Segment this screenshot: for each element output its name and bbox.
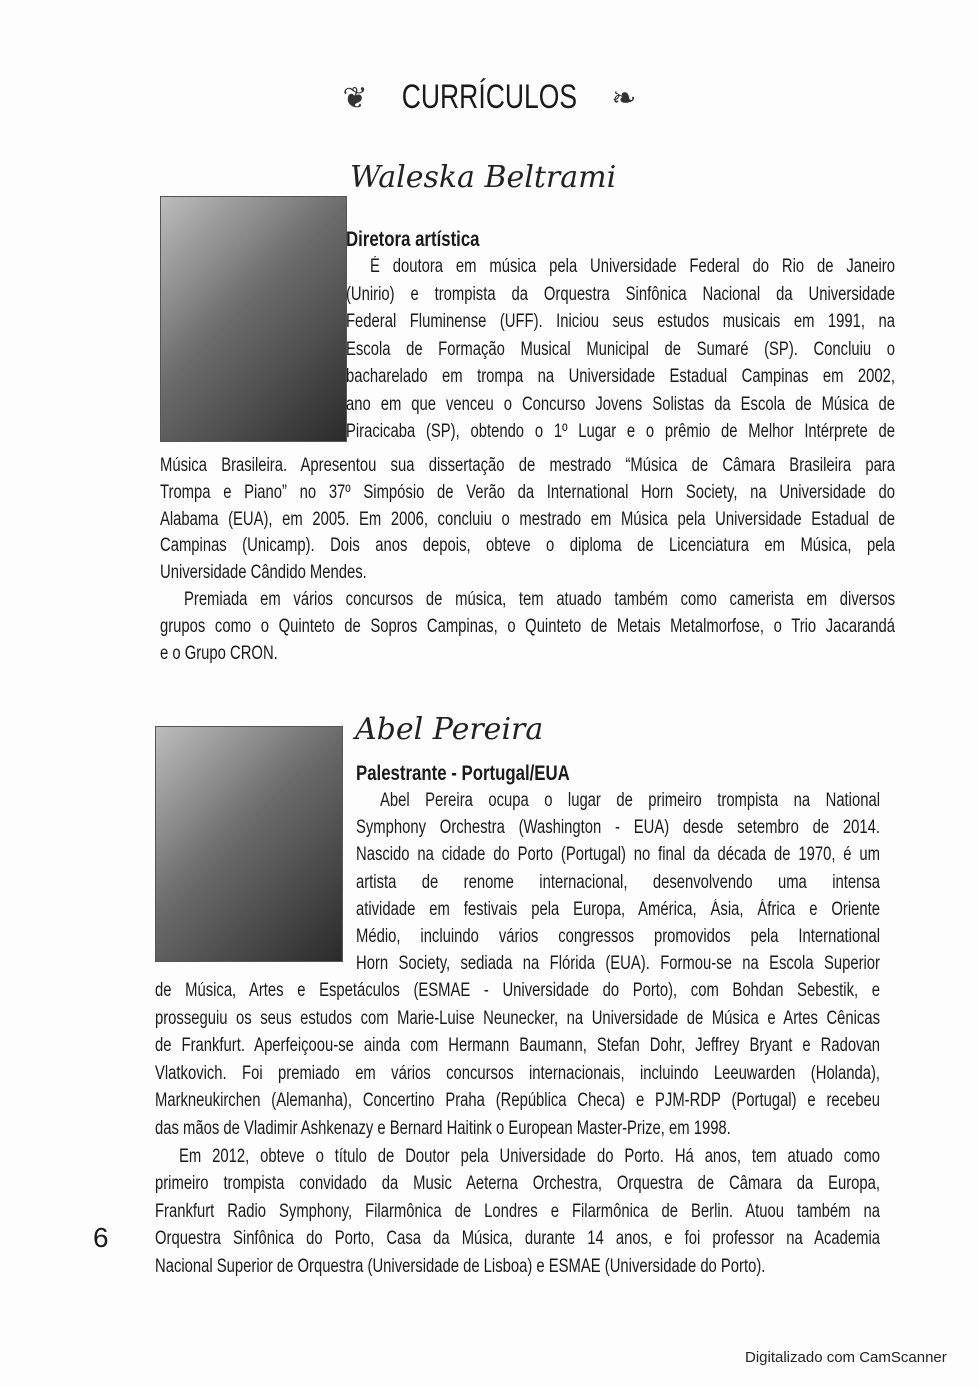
bio-line: das mãos de Vladimir Ashkenazy e Bernard Haitink o European Master-Prize, em 1998. (155, 1118, 731, 1139)
bio-line: grupos como o Quinteto de Sopros Campinas, o Quinteto de Metais Metalmorfose, o Trio Jacarandá (160, 615, 895, 637)
bio-line: bacharelado em trompa na Universidade Estadual Campinas em 2002, (346, 366, 895, 387)
bio-line: ano em que venceu o Concurso Jovens Solistas da Escola de Música de (346, 393, 895, 415)
bio-line: Markneukirchen (Alemanha), Concertino Praha (República Checa) e PJM-RDP (Portugal) e recebeu (155, 1090, 880, 1112)
bio-line: de Música, Artes e Espetáculos (ESMAE - Universidade do Porto), com Bohdan Sebestik, e (155, 980, 880, 1001)
bio-line: Música Brasileira. Apresentou sua dissertação de mestrado “Música de Câmara Brasileira para (160, 455, 895, 476)
bio-line: É doutora em música pela Universidade Federal do Rio de Janeiro (370, 256, 895, 277)
photo-waleska-beltrami (160, 196, 347, 442)
bio-line: Federal Fluminense (UFF). Iniciou seus estudos musicais em 1991, na (346, 311, 895, 332)
bio-line: Abel Pereira ocupa o lugar de primeiro trompista na National (380, 790, 880, 811)
signature-name: Waleska Beltrami (350, 160, 617, 195)
photo-abel-pereira (155, 726, 343, 962)
bio-line: artista de renome internacional, desenvolvendo uma intensa (356, 871, 880, 893)
bio-line: Piracicaba (SP), obtendo o 1º Lugar e o prêmio de Melhor Intérprete de (346, 421, 895, 442)
role-title: Palestrante - Portugal/EUA (356, 762, 570, 785)
scanner-watermark: Digitalizado com CamScanner (745, 1349, 947, 1366)
bio-line: Vlatkovich. Foi premiado em vários concursos internacionais, incluindo Leeuwarden (Holanda), (155, 1062, 880, 1084)
bio-line: Horn Society, sediada na Flórida (EUA). Formou-se na Escola Superior (356, 953, 880, 975)
bio-line: Escola de Formação Musical Municipal de Sumaré (SP). Concluiu o (346, 338, 895, 360)
bio-line: Nacional Superior de Orquestra (Universidade de Lisboa) e ESMAE (Universidade do Porto). (155, 1256, 766, 1277)
page-number: 6 (93, 1222, 109, 1253)
bio-line: (Unirio) e trompista da Orquestra Sinfônica Nacional da Universidade (346, 283, 895, 305)
bio-line: Campinas (Unicamp). Dois anos depois, obteve o diploma de Licenciatura em Música, pela (160, 535, 895, 557)
bio-line: Orquestra Sinfônica do Porto, Casa da Música, durante 14 anos, e foi professor na Academia (155, 1228, 880, 1250)
bio-line: Nascido na cidade do Porto (Portugal) no final da década de 1970, é um (356, 844, 880, 866)
bio-line: Universidade Cândido Mendes. (160, 562, 367, 584)
title-text: CURRÍCULOS (401, 78, 578, 116)
bio-line: Frankfurt Radio Symphony, Filarmônica de Londres e Filarmônica de Berlin. Atuou também na (155, 1200, 880, 1222)
ornament-left-icon: ❦ (342, 81, 368, 116)
bio-line: Symphony Orchestra (Washington - EUA) desde setembro de 2014. (356, 817, 880, 839)
bio-line: de Frankfurt. Aperfeiçoou-se ainda com Hermann Baumann, Stefan Dohr, Jeffrey Bryant e Radovan (155, 1035, 880, 1057)
bio-line: Premiada em vários concursos de música, tem atuado também como camerista em diversos (184, 589, 895, 610)
signature-name: Abel Pereira (355, 712, 544, 747)
bio-line: atividade em festivais pela Europa, América, Ásia, África e Oriente (356, 898, 880, 920)
bio-line: prosseguiu os seus estudos com Marie-Luise Neunecker, na Universidade de Música e Artes Cênicas (155, 1007, 880, 1029)
ornament-right-icon: ❧ (611, 81, 637, 116)
bio-line: primeiro trompista convidado da Music Aeterna Orchestra, Orquestra de Câmara da Europa, (155, 1173, 880, 1195)
page-title (0, 78, 979, 117)
bio-line: e o Grupo CRON. (160, 642, 278, 664)
bio-line: Médio, incluindo vários congressos promovidos pela International (356, 926, 880, 947)
bio-line: Em 2012, obteve o título de Doutor pela Universidade do Porto. Há anos, tem atuado como (179, 1145, 880, 1167)
bio-line: Alabama (EUA), em 2005. Em 2006, concluiu o mestrado em Música pela Universidade Estadual de (160, 508, 895, 530)
role-title: Diretora artística (346, 228, 480, 251)
bio-line: Trompa e Piano” no 37º Simpósio de Verão da International Horn Society, na Universidade do (160, 481, 895, 503)
